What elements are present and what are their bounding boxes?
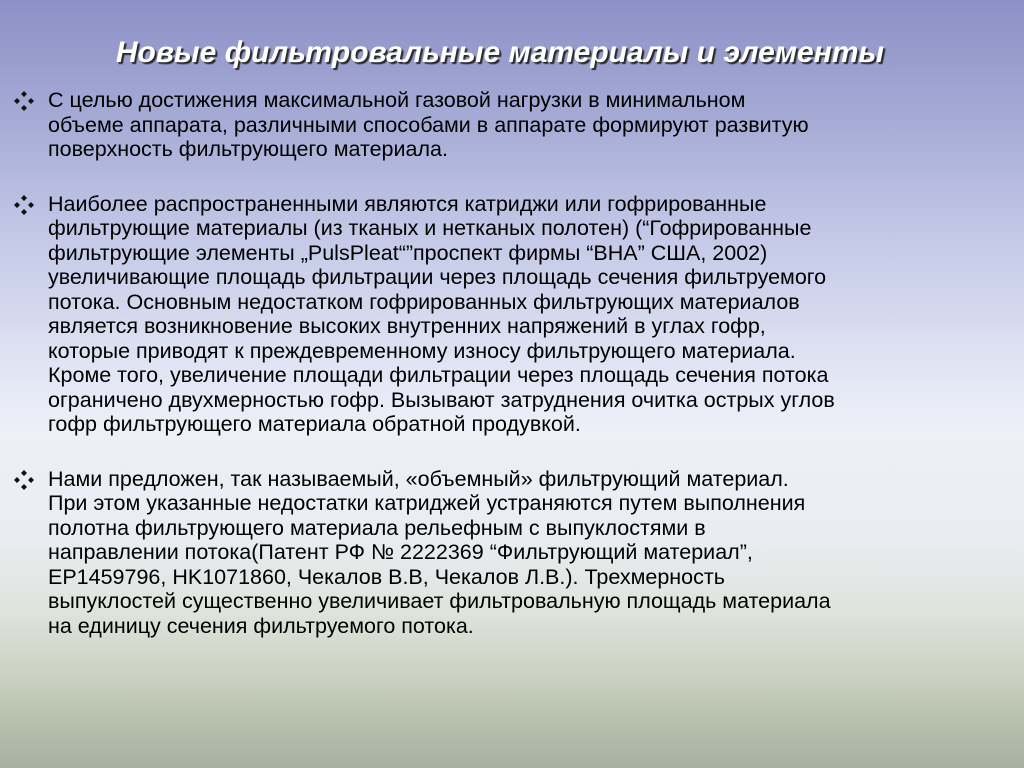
bullet-text: Наиболее распространенными являются катриджи или гофрированные фильтрующие материалы (из тканых и нетканых полотен) (“Гофрированные фильтрующие элементы „PulsPleat“”проспект фирмы “ВНА” США, 2002) увеличивающие площадь фильтрации через площадь сечения фильтруемого потока. Основным недостатком гофрированных фильтрующих материалов является возникновение высоких внутренних напряжений в углах гофр, которые приводят к преждевременному износу фильтрующего материала. Кроме того, увеличение площади фильтрации через площадь сечения потока ограничено двухмерностью гофр. Вызывают затруднения очитка острых углов гофр фильтрующего материала обратной продувкой. [48, 191, 835, 436]
bullet-item-goal [14, 88, 1004, 162]
bullet-text: Нами предложен, так называемый, «объемный» фильтрующий материал. При этом указанные недостатки катриджей устраняются путем выполнения полотна фильтрующего материала рельефным с выпуклостями в направлении потока(Патент РФ № 2222369 “Фильтрующий материал”, EP1459796, HK1071860, Чекалов В.В, Чекалов Л.В.). Трехмерность выпуклостей существенно увеличивает фильтровальную площадь материала на единицу сечения фильтруемого потока. [48, 466, 831, 638]
bullet-list [14, 88, 1004, 668]
diamond-bullet-icon [14, 91, 34, 111]
diamond-bullet-icon [14, 470, 34, 490]
bullet-text: С целью достижения максимальной газовой нагрузки в минимальном объеме аппарата, различными способами в аппарате формируют развитую поверхность фильтрующего материала. [48, 88, 809, 161]
bullet-item-cartridges [14, 192, 1004, 437]
bullet-item-volumetric-material [14, 467, 1004, 639]
slide-title: Новые фильтровальные материалы и элементы [115, 36, 885, 69]
diamond-bullet-icon [14, 195, 34, 215]
